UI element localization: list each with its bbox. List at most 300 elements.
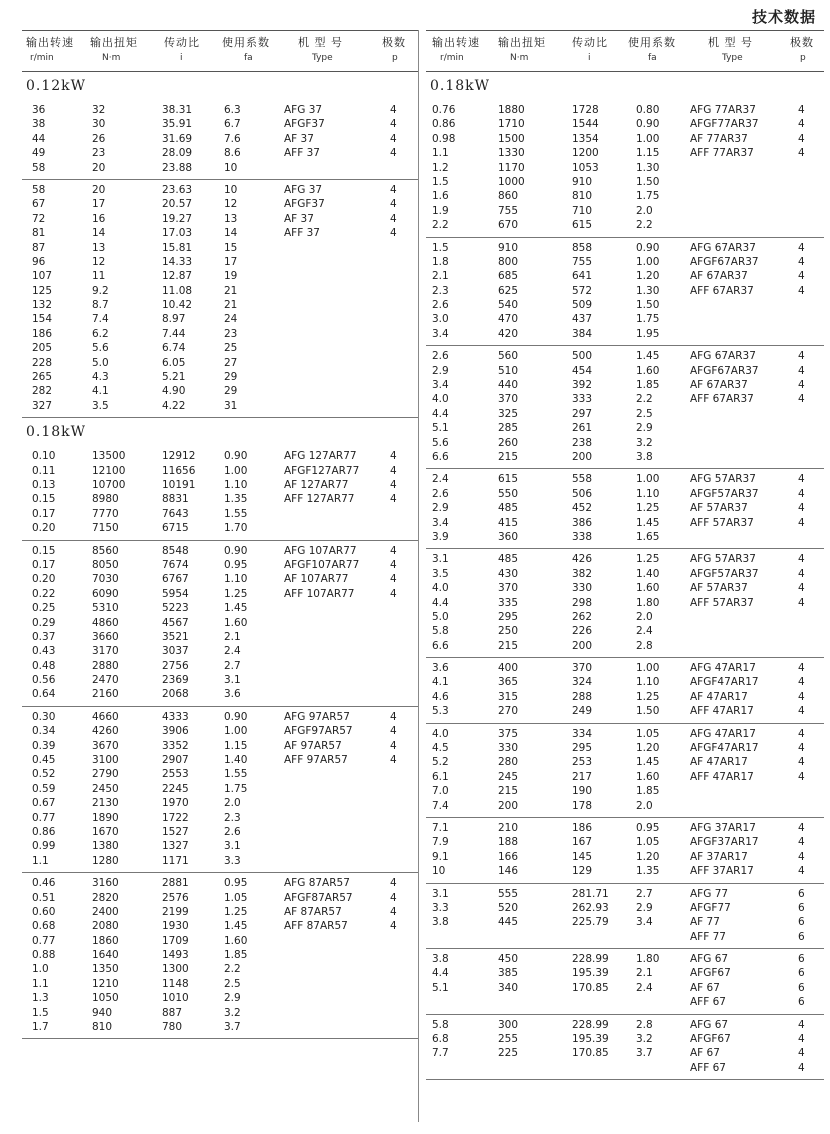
ratio-cell: 780 (162, 1021, 183, 1034)
speed-cell: 72 (32, 212, 46, 225)
ratio-cell: 288 (572, 690, 593, 703)
torque-cell: 11 (92, 270, 106, 283)
torque-cell: 510 (498, 364, 519, 377)
speed-cell: 6.6 (432, 639, 449, 652)
ratio-cell: 558 (572, 473, 593, 486)
speed-cell: 3.6 (432, 662, 449, 675)
table-row (426, 1019, 824, 1033)
speed-cell: 7.4 (432, 799, 449, 812)
speed-cell: 4.4 (432, 407, 449, 420)
ratio-cell: 382 (572, 567, 593, 580)
table-row (426, 931, 824, 945)
table-row (22, 256, 418, 270)
torque-cell: 335 (498, 596, 519, 609)
table-row (426, 953, 824, 967)
torque-cell: 13500 (92, 450, 126, 463)
ratio-cell: 5223 (162, 602, 189, 615)
torque-cell: 1000 (498, 175, 525, 188)
torque-cell: 255 (498, 1033, 519, 1046)
speed-cell: 0.20 (32, 573, 56, 586)
torque-cell: 1380 (92, 840, 119, 853)
table-row (22, 797, 418, 811)
speed-cell: 0.88 (32, 949, 56, 962)
poles-cell: 4 (798, 364, 805, 377)
spec-group (22, 446, 418, 540)
torque-cell: 1350 (92, 963, 119, 976)
poles-cell: 4 (798, 132, 805, 145)
power-heading: 0.12kW (26, 78, 87, 94)
factor-cell: 0.90 (636, 118, 660, 131)
ratio-cell: 2245 (162, 782, 189, 795)
model-cell: AFF 67AR37 (690, 284, 754, 297)
torque-cell: 4.3 (92, 371, 109, 384)
speed-cell: 10 (432, 865, 446, 878)
factor-cell: 1.75 (224, 782, 248, 795)
poles-cell: 4 (390, 478, 397, 491)
ratio-cell: 910 (572, 175, 593, 188)
factor-cell: 2.2 (636, 219, 653, 232)
factor-cell: 1.60 (636, 770, 660, 783)
ratio-cell: 1930 (162, 920, 189, 933)
speed-cell: 0.51 (32, 891, 56, 904)
torque-cell: 6090 (92, 587, 119, 600)
factor-cell: 2.9 (636, 901, 653, 914)
table-row (22, 133, 418, 147)
model-cell: AF 57AR37 (690, 502, 748, 515)
poles-cell: 4 (798, 705, 805, 718)
speed-cell: 9.1 (432, 850, 449, 863)
poles-cell: 4 (798, 770, 805, 783)
factor-cell: 0.90 (224, 544, 248, 557)
torque-cell: 4.1 (92, 385, 109, 398)
poles-cell: 4 (798, 865, 805, 878)
torque-cell: 188 (498, 836, 519, 849)
spec-group (22, 873, 418, 1039)
ratio-cell: 195.39 (572, 967, 609, 980)
torque-cell: 215 (498, 639, 519, 652)
factor-cell: 2.5 (224, 977, 241, 990)
factor-cell: 23 (224, 327, 238, 340)
factor-cell: 1.25 (636, 553, 660, 566)
torque-cell: 550 (498, 487, 519, 500)
factor-cell: 1.10 (224, 573, 248, 586)
factor-cell: 3.4 (636, 916, 653, 929)
ratio-cell: 167 (572, 836, 593, 849)
table-row (426, 118, 824, 132)
poles-cell: 4 (798, 118, 805, 131)
table-row (22, 198, 418, 212)
table-row (22, 313, 418, 327)
torque-cell: 30 (92, 118, 106, 131)
speed-cell: 1.2 (432, 161, 449, 174)
ratio-cell: 8548 (162, 544, 189, 557)
poles-cell: 4 (798, 487, 805, 500)
torque-cell: 4260 (92, 725, 119, 738)
speed-cell: 4.0 (432, 393, 449, 406)
factor-cell: 1.00 (636, 132, 660, 145)
ratio-cell: 6715 (162, 522, 189, 535)
speed-cell: 87 (32, 241, 46, 254)
torque-cell: 250 (498, 625, 519, 638)
ratio-cell: 452 (572, 502, 593, 515)
factor-cell: 2.0 (636, 610, 653, 623)
table-row (426, 502, 824, 516)
table-row (22, 242, 418, 256)
factor-cell: 31 (224, 399, 238, 412)
model-cell: AFF 87AR57 (284, 920, 348, 933)
torque-cell: 7770 (92, 507, 119, 520)
table-row (426, 785, 824, 799)
poles-cell: 4 (798, 553, 805, 566)
speed-cell: 0.46 (32, 877, 56, 890)
speed-cell: 282 (32, 385, 53, 398)
speed-cell: 2.3 (432, 284, 449, 297)
factor-cell: 1.00 (636, 255, 660, 268)
table-row (22, 812, 418, 826)
table-row (426, 219, 824, 233)
ratio-cell: 190 (572, 785, 593, 798)
ratio-cell: 20.57 (162, 198, 193, 211)
factor-cell: 24 (224, 313, 238, 326)
table-row (22, 184, 418, 198)
speed-cell: 5.6 (432, 436, 449, 449)
factor-cell: 1.50 (636, 175, 660, 188)
torque-cell: 215 (498, 450, 519, 463)
factor-cell: 1.25 (224, 905, 248, 918)
ratio-cell: 1200 (572, 147, 599, 160)
torque-cell: 2130 (92, 797, 119, 810)
ratio-cell: 710 (572, 204, 593, 217)
torque-cell: 440 (498, 379, 519, 392)
table-row (426, 328, 824, 342)
table-header (22, 30, 418, 72)
factor-cell: 1.75 (636, 313, 660, 326)
speed-cell: 67 (32, 198, 46, 211)
model-cell: AFF 77 (690, 930, 726, 943)
poles-cell: 4 (798, 1033, 805, 1046)
poles-header: 极数 (790, 36, 814, 49)
factor-cell: 1.45 (224, 920, 248, 933)
factor-cell: 1.60 (224, 934, 248, 947)
table-row (22, 617, 418, 631)
speed-cell: 2.6 (432, 350, 449, 363)
torque-cell: 2400 (92, 905, 119, 918)
factor-cell: 1.60 (224, 616, 248, 629)
poles-cell: 4 (390, 450, 397, 463)
poles-cell: 4 (798, 241, 805, 254)
ratio-cell: 261 (572, 422, 593, 435)
table-row (22, 465, 418, 479)
factor-cell: 1.35 (636, 865, 660, 878)
torque-cell: 20 (92, 183, 106, 196)
factor-cell: 0.95 (224, 877, 248, 890)
torque-header: 输出扭矩 (90, 36, 138, 49)
torque-cell: 3170 (92, 645, 119, 658)
poles-cell: 4 (798, 104, 805, 116)
factor-cell: 10 (224, 161, 238, 174)
factor-cell: 1.40 (636, 567, 660, 580)
factor-unit: fa (244, 53, 253, 63)
ratio-cell: 31.69 (162, 132, 193, 145)
ratio-cell: 10.42 (162, 299, 193, 312)
table-row (426, 205, 824, 219)
table-row (426, 488, 824, 502)
speed-cell: 3.8 (432, 916, 449, 929)
table-row (426, 104, 824, 118)
ratio-cell: 5954 (162, 587, 189, 600)
speed-cell: 36 (32, 104, 46, 116)
table-row (426, 916, 824, 930)
speed-cell: 44 (32, 132, 46, 145)
torque-cell: 7.4 (92, 313, 109, 326)
poles-cell: 4 (390, 573, 397, 586)
ratio-cell: 145 (572, 850, 593, 863)
table-row (22, 357, 418, 371)
model-cell: AF 127AR77 (284, 478, 349, 491)
torque-cell: 4660 (92, 710, 119, 723)
table-row (22, 1021, 418, 1035)
torque-cell: 1500 (498, 132, 525, 145)
torque-cell: 23 (92, 147, 106, 160)
poles-cell: 6 (798, 981, 805, 994)
model-cell: AFGF77AR37 (690, 118, 759, 131)
speed-cell: 154 (32, 313, 53, 326)
torque-cell: 8560 (92, 544, 119, 557)
table-row (22, 385, 418, 399)
ratio-cell: 509 (572, 299, 593, 312)
poles-cell: 4 (798, 284, 805, 297)
torque-cell: 17 (92, 198, 106, 211)
ratio-cell: 2553 (162, 768, 189, 781)
speed-cell: 7.9 (432, 836, 449, 849)
table-row (22, 371, 418, 385)
torque-cell: 2160 (92, 688, 119, 701)
factor-cell: 1.15 (636, 147, 660, 160)
torque-cell: 1280 (92, 854, 119, 867)
table-row (426, 517, 824, 531)
factor-cell: 1.80 (636, 953, 660, 966)
torque-cell: 315 (498, 690, 519, 703)
table-row (426, 299, 824, 313)
model-cell: AF 67AR37 (690, 270, 748, 283)
poles-cell: 4 (390, 725, 397, 738)
table-row (22, 963, 418, 977)
ratio-cell: 15.81 (162, 241, 193, 254)
model-cell: AF 77 (690, 916, 720, 929)
table-row (426, 822, 824, 836)
model-cell: AFF 57AR37 (690, 596, 754, 609)
table-row (426, 350, 824, 364)
table-row (426, 676, 824, 690)
table-row (22, 162, 418, 176)
torque-cell: 2450 (92, 782, 119, 795)
factor-cell: 1.45 (636, 350, 660, 363)
spec-group (426, 346, 824, 469)
torque-cell: 560 (498, 350, 519, 363)
ratio-cell: 1327 (162, 840, 189, 853)
ratio-cell: 4.22 (162, 399, 186, 412)
ratio-cell: 253 (572, 756, 593, 769)
model-cell: AFF 67AR37 (690, 393, 754, 406)
torque-cell: 3160 (92, 877, 119, 890)
poles-cell: 4 (390, 739, 397, 752)
poles-cell: 4 (798, 255, 805, 268)
table-row (426, 422, 824, 436)
model-cell: AFGF97AR57 (284, 725, 353, 738)
poles-unit: p (392, 53, 398, 63)
speed-cell: 6.1 (432, 770, 449, 783)
speed-cell: 205 (32, 342, 53, 355)
table-row (22, 299, 418, 313)
speed-cell: 1.5 (32, 1006, 49, 1019)
factor-cell: 1.45 (636, 516, 660, 529)
poles-cell: 4 (390, 147, 397, 160)
factor-header: 使用系数 (222, 36, 270, 49)
poles-cell: 4 (798, 379, 805, 392)
speed-cell: 5.0 (432, 610, 449, 623)
left-column (22, 30, 418, 1039)
poles-cell: 4 (390, 227, 397, 240)
speed-cell: 1.8 (432, 255, 449, 268)
factor-cell: 1.95 (636, 327, 660, 340)
ratio-cell: 500 (572, 350, 593, 363)
factor-cell: 6.3 (224, 104, 241, 116)
table-row (426, 728, 824, 742)
power-heading: 0.18kW (26, 424, 87, 441)
factor-cell: 2.2 (224, 963, 241, 976)
poles-cell: 4 (390, 212, 397, 225)
model-cell: AF 37 (284, 132, 314, 145)
table-row (22, 104, 418, 118)
table-row (22, 342, 418, 356)
poles-cell: 4 (798, 350, 805, 363)
ratio-cell: 330 (572, 582, 593, 595)
poles-cell: 4 (798, 582, 805, 595)
model-cell: AFG 67 (690, 953, 729, 966)
speed-cell: 81 (32, 227, 46, 240)
table-row (22, 660, 418, 674)
ratio-cell: 17.03 (162, 227, 193, 240)
poles-cell: 4 (798, 516, 805, 529)
model-cell: AFG 97AR57 (284, 710, 350, 723)
speed-cell: 0.39 (32, 739, 56, 752)
factor-cell: 10 (224, 183, 238, 196)
spec-group (426, 884, 824, 950)
speed-cell: 0.64 (32, 688, 56, 701)
torque-cell: 7030 (92, 573, 119, 586)
model-cell: AF 77AR37 (690, 132, 748, 145)
spec-group (426, 724, 824, 818)
table-row (22, 855, 418, 869)
factor-cell: 1.80 (636, 596, 660, 609)
torque-cell: 4860 (92, 616, 119, 629)
torque-cell: 685 (498, 270, 519, 283)
table-row (426, 190, 824, 204)
model-cell: AFGF37 (284, 198, 325, 211)
table-row (426, 996, 824, 1010)
model-cell: AFG 37 (284, 104, 323, 116)
table-row (22, 559, 418, 573)
spec-group (426, 658, 824, 724)
ratio-cell: 262 (572, 610, 593, 623)
poles-cell: 4 (390, 544, 397, 557)
ratio-cell: 572 (572, 284, 593, 297)
speed-cell: 186 (32, 327, 53, 340)
table-row (426, 285, 824, 299)
torque-cell: 1330 (498, 147, 525, 160)
factor-cell: 2.4 (224, 645, 241, 658)
speed-cell: 327 (32, 399, 53, 412)
poles-cell: 4 (798, 1061, 805, 1074)
table-row (426, 902, 824, 916)
torque-cell: 360 (498, 530, 519, 543)
factor-unit: fa (648, 53, 657, 63)
factor-cell: 1.00 (636, 662, 660, 675)
speed-cell: 6.8 (432, 1033, 449, 1046)
table-row (22, 573, 418, 587)
factor-cell: 1.40 (224, 754, 248, 767)
torque-cell: 325 (498, 407, 519, 420)
ratio-cell: 3906 (162, 725, 189, 738)
model-cell: AFGF47AR17 (690, 742, 759, 755)
model-cell: AF 87AR57 (284, 905, 342, 918)
speed-cell: 4.6 (432, 690, 449, 703)
speed-cell: 38 (32, 118, 46, 131)
ratio-cell: 1493 (162, 949, 189, 962)
table-row (22, 906, 418, 920)
ratio-cell: 186 (572, 821, 593, 834)
factor-cell: 1.20 (636, 742, 660, 755)
poles-cell: 4 (390, 464, 397, 477)
ratio-cell: 858 (572, 241, 593, 254)
speed-cell: 1.0 (32, 963, 49, 976)
ratio-cell: 386 (572, 516, 593, 529)
factor-cell: 3.7 (224, 1021, 241, 1034)
torque-cell: 2820 (92, 891, 119, 904)
poles-cell: 4 (390, 877, 397, 890)
torque-cell: 270 (498, 705, 519, 718)
speed-cell: 0.29 (32, 616, 56, 629)
table-row (426, 662, 824, 676)
right-column (426, 30, 824, 1080)
poles-cell: 4 (390, 183, 397, 196)
speed-cell: 0.30 (32, 710, 56, 723)
table-row (22, 645, 418, 659)
poles-cell: 4 (798, 567, 805, 580)
torque-cell: 3100 (92, 754, 119, 767)
torque-cell: 470 (498, 313, 519, 326)
table-row (426, 176, 824, 190)
model-cell: AFG 77 (690, 887, 729, 900)
speed-cell: 3.4 (432, 327, 449, 340)
ratio-cell: 2881 (162, 877, 189, 890)
torque-cell: 330 (498, 742, 519, 755)
speed-unit: r/min (440, 53, 464, 63)
poles-cell: 4 (390, 891, 397, 904)
ratio-cell: 2068 (162, 688, 189, 701)
model-unit: Type (722, 53, 743, 63)
torque-cell: 260 (498, 436, 519, 449)
torque-cell: 225 (498, 1047, 519, 1060)
ratio-cell: 1544 (572, 118, 599, 131)
torque-cell: 32 (92, 104, 106, 116)
model-header: 机 型 号 (298, 36, 343, 49)
ratio-cell: 1527 (162, 825, 189, 838)
table-row (22, 508, 418, 522)
model-cell: AFGF37AR17 (690, 836, 759, 849)
factor-cell: 21 (224, 299, 238, 312)
speed-cell: 0.17 (32, 507, 56, 520)
